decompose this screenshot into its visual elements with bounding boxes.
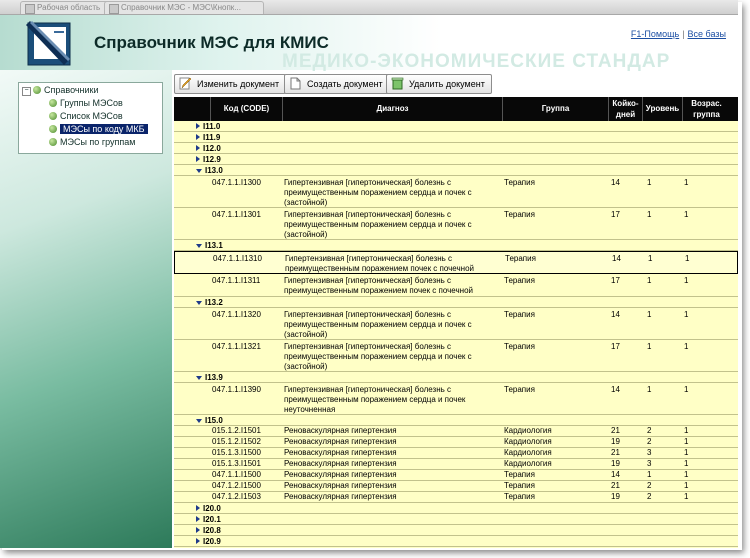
tree-node-label: Группы МЭСов [60, 98, 123, 108]
cell-diagnosis: Реноваскулярная гипертензия [284, 437, 397, 446]
cell-code: 047.1.2.I1503 [212, 492, 261, 501]
group-code: I13.0 [205, 166, 223, 175]
browser-tab-label: Рабочая область [37, 3, 101, 12]
group-row[interactable] [174, 525, 738, 536]
tree-node-label: Список МЭСов [60, 111, 123, 121]
group-code: I20.1 [203, 515, 221, 524]
create-document-label: Создать документ [307, 79, 383, 89]
expand-right-icon[interactable] [196, 134, 200, 140]
cell-beds: 21 [611, 448, 620, 457]
tree-node-label: МЭСы по коду МКБ [60, 124, 148, 134]
cell-code: 047.1.2.I1500 [212, 481, 261, 490]
all-bases-link[interactable]: Все базы [687, 29, 726, 39]
table-row[interactable] [174, 176, 738, 208]
cell-group: Терапия [504, 481, 535, 490]
cell-code: 047.1.1.I1301 [212, 210, 261, 219]
cell-level: 1 [647, 385, 652, 394]
expand-right-icon[interactable] [196, 156, 200, 162]
folder-icon [49, 138, 57, 146]
cell-age-group: 1 [684, 310, 689, 319]
cell-code: 015.1.2.I1501 [212, 426, 261, 435]
table-row[interactable] [174, 308, 738, 340]
column-header-code[interactable]: Код (CODE) [210, 97, 282, 121]
cell-code: 047.1.1.I1500 [212, 470, 261, 479]
column-header-group[interactable]: Группа [502, 97, 608, 121]
app-header [0, 15, 738, 70]
mes-grid [174, 97, 738, 548]
recycle-bin-icon [391, 77, 404, 90]
cell-code: 047.1.1.I1321 [212, 342, 261, 351]
cell-code: 047.1.1.I1310 [213, 254, 262, 263]
cell-diagnosis: Реноваскулярная гипертензия [284, 492, 397, 501]
cell-code: 015.1.2.I1502 [212, 437, 261, 446]
cell-beds: 14 [611, 385, 620, 394]
cell-diagnosis: Гипертензивная [гипертоническая] болезнь с преимущественным поражением сердца и почек с (застойной) [284, 310, 472, 339]
group-code: I11.0 [203, 122, 221, 131]
table-row[interactable] [174, 208, 738, 240]
cell-level: 1 [648, 254, 653, 263]
cell-age-group: 1 [684, 481, 689, 490]
cell-level: 2 [647, 426, 652, 435]
cell-group: Терапия [504, 492, 535, 501]
group-row[interactable] [174, 514, 738, 525]
expand-right-icon[interactable] [196, 516, 200, 522]
tree-node-root[interactable] [33, 85, 99, 96]
page-icon [109, 4, 119, 14]
cell-age-group: 1 [684, 426, 689, 435]
table-row[interactable] [174, 340, 738, 372]
expand-right-icon[interactable] [196, 145, 200, 151]
cell-beds: 19 [611, 437, 620, 446]
sidebar [0, 70, 172, 548]
tree-node-by-mkb[interactable] [49, 124, 148, 135]
cell-age-group: 1 [684, 437, 689, 446]
cell-diagnosis: Реноваскулярная гипертензия [284, 481, 397, 490]
cell-group: Терапия [504, 310, 535, 319]
cell-level: 1 [647, 310, 652, 319]
group-row[interactable] [174, 503, 738, 514]
cell-level: 2 [647, 437, 652, 446]
pencil-icon [179, 77, 192, 90]
folder-icon [33, 86, 41, 94]
group-code: I15.0 [205, 416, 223, 425]
table-row[interactable] [174, 383, 738, 415]
cell-code: 015.1.3.I1501 [212, 459, 261, 468]
browser-tab-bar [0, 0, 738, 15]
group-code: I20.0 [203, 504, 221, 513]
cell-diagnosis: Гипертензивная [гипертоническая] болезнь с преимущественным поражением сердца и почек с (застойной) [284, 210, 472, 239]
expand-right-icon[interactable] [196, 538, 200, 544]
browser-tab-mes[interactable] [104, 1, 264, 14]
group-row[interactable] [174, 240, 738, 251]
grid-header [174, 97, 738, 121]
cell-diagnosis: Реноваскулярная гипертензия [284, 470, 397, 479]
app-title: Справочник МЭС для КМИС [94, 33, 329, 52]
cell-age-group: 1 [684, 178, 689, 187]
table-row[interactable] [174, 481, 738, 492]
cell-group: Терапия [504, 342, 535, 351]
expand-down-icon[interactable] [196, 244, 202, 248]
cell-beds: 21 [611, 426, 620, 435]
cell-code: 015.1.3.I1500 [212, 448, 261, 457]
tree-node-label: Справочники [44, 85, 99, 95]
cell-age-group: 1 [684, 210, 689, 219]
table-row[interactable] [174, 459, 738, 470]
expand-down-icon[interactable] [196, 169, 202, 173]
cell-beds: 19 [611, 492, 620, 501]
create-document-button[interactable] [284, 74, 390, 94]
column-header-diagnosis[interactable]: Диагноз [282, 97, 502, 121]
cell-group: Кардиология [504, 426, 552, 435]
group-row[interactable] [174, 165, 738, 176]
toolbar [172, 72, 738, 96]
group-code: I20.9 [203, 537, 221, 546]
expand-down-icon[interactable] [196, 419, 202, 423]
group-row[interactable] [174, 415, 738, 426]
folder-icon [49, 99, 57, 107]
expand-right-icon[interactable] [196, 123, 200, 129]
cell-level: 1 [647, 210, 652, 219]
cell-beds: 14 [612, 254, 621, 263]
cell-level: 1 [647, 342, 652, 351]
cell-code: 047.1.1.I1300 [212, 178, 261, 187]
app-logo-icon [24, 17, 74, 69]
cell-diagnosis: Гипертензивная [гипертоническая] болезнь с преимущественным поражением сердца и почек с (застойной) [284, 178, 472, 207]
cell-beds: 17 [611, 276, 620, 285]
group-code: I11.9 [203, 133, 221, 142]
cell-group: Терапия [504, 210, 535, 219]
cell-diagnosis: Реноваскулярная гипертензия [284, 448, 397, 457]
cell-level: 2 [647, 492, 652, 501]
cell-age-group: 1 [684, 470, 689, 479]
group-code: I12.0 [203, 144, 221, 153]
cell-level: 3 [647, 448, 652, 457]
group-row[interactable] [174, 372, 738, 383]
header-watermark: МЕДИКО-ЭКОНОМИЧЕСКИЕ СТАНДАР [282, 51, 671, 72]
folder-icon [49, 112, 57, 120]
cell-level: 2 [647, 481, 652, 490]
cell-beds: 17 [611, 210, 620, 219]
cell-diagnosis: Гипертензивная [гипертоническая] болезнь с преимущественным поражением почек с почечной [285, 254, 474, 273]
edit-document-button[interactable] [174, 74, 286, 94]
cell-group: Терапия [504, 470, 535, 479]
expand-right-icon[interactable] [196, 505, 200, 511]
cell-level: 1 [647, 178, 652, 187]
cell-beds: 17 [611, 342, 620, 351]
cell-age-group: 1 [685, 254, 690, 263]
new-document-icon [289, 77, 302, 90]
column-header-level[interactable]: Уровень [642, 97, 682, 121]
group-code: I13.2 [205, 298, 223, 307]
group-code: I13.9 [205, 373, 223, 382]
cell-level: 1 [647, 276, 652, 285]
cell-diagnosis: Гипертензивная [гипертоническая] болезнь с преимущественным поражением сердца и почек неуточненная [284, 385, 466, 414]
help-link[interactable]: F1-Помощь [630, 29, 680, 39]
cell-beds: 14 [611, 470, 620, 479]
cell-beds: 19 [611, 459, 620, 468]
cell-group: Кардиология [504, 459, 552, 468]
cell-group: Терапия [504, 178, 535, 187]
cell-code: 047.1.1.I1320 [212, 310, 261, 319]
group-row[interactable] [174, 297, 738, 308]
group-code: I13.1 [205, 241, 223, 250]
expand-down-icon[interactable] [196, 376, 202, 380]
table-row[interactable] [174, 437, 738, 448]
delete-document-label: Удалить документ [409, 79, 485, 89]
table-row[interactable] [174, 492, 738, 503]
column-header-age-group[interactable]: Возрас. группа [682, 97, 730, 121]
expand-down-icon[interactable] [196, 301, 202, 305]
group-code: I12.9 [203, 155, 221, 164]
group-row[interactable] [174, 536, 738, 547]
table-row[interactable] [174, 274, 738, 297]
browser-tab-label: Справочник МЭС - МЭС\Кнопк... [121, 3, 241, 12]
cell-code: 047.1.1.I1311 [212, 276, 261, 285]
delete-document-button[interactable] [386, 74, 492, 94]
page-icon [25, 4, 35, 14]
cell-beds: 14 [611, 178, 620, 187]
cell-group: Кардиология [504, 448, 552, 457]
header-links [631, 29, 726, 39]
link-separator: | [682, 29, 685, 39]
expand-right-icon[interactable] [196, 527, 200, 533]
cell-diagnosis: Реноваскулярная гипертензия [284, 459, 397, 468]
cell-age-group: 1 [684, 342, 689, 351]
table-row[interactable] [174, 470, 738, 481]
cell-age-group: 1 [684, 385, 689, 394]
folder-icon [49, 125, 57, 133]
cell-group: Терапия [504, 276, 535, 285]
table-row[interactable] [174, 426, 738, 437]
cell-group: Терапия [505, 254, 536, 263]
tree-collapse-icon[interactable]: − [22, 87, 31, 96]
cell-group: Кардиология [504, 437, 552, 446]
tree-node-label: МЭСы по группам [60, 137, 136, 147]
cell-age-group: 1 [684, 459, 689, 468]
cell-age-group: 1 [684, 448, 689, 457]
cell-diagnosis: Гипертензивная [гипертоническая] болезнь с преимущественным поражением сердца и почек с (застойной) [284, 342, 472, 371]
group-code: I20.8 [203, 526, 221, 535]
group-row[interactable] [174, 132, 738, 143]
group-row[interactable] [174, 154, 738, 165]
cell-age-group: 1 [684, 492, 689, 501]
cell-level: 3 [647, 459, 652, 468]
group-row[interactable] [174, 121, 738, 132]
cell-diagnosis: Гипертензивная [гипертоническая] болезнь с преимущественным поражением почек с почечной [284, 276, 473, 295]
group-row[interactable] [174, 143, 738, 154]
cell-code: 047.1.1.I1390 [212, 385, 261, 394]
table-row[interactable] [174, 251, 738, 274]
navigation-tree [18, 82, 163, 154]
cell-diagnosis: Реноваскулярная гипертензия [284, 426, 397, 435]
cell-level: 1 [647, 470, 652, 479]
cell-age-group: 1 [684, 276, 689, 285]
edit-document-label: Изменить документ [197, 79, 280, 89]
column-header-beds[interactable]: Койко-дней [608, 97, 642, 121]
cell-beds: 21 [611, 481, 620, 490]
tree-node-by-groups[interactable] [49, 137, 135, 148]
cell-beds: 14 [611, 310, 620, 319]
cell-group: Терапия [504, 385, 535, 394]
tree-node-groups[interactable] [49, 98, 123, 109]
tree-node-list[interactable] [49, 111, 123, 122]
table-row[interactable] [174, 448, 738, 459]
